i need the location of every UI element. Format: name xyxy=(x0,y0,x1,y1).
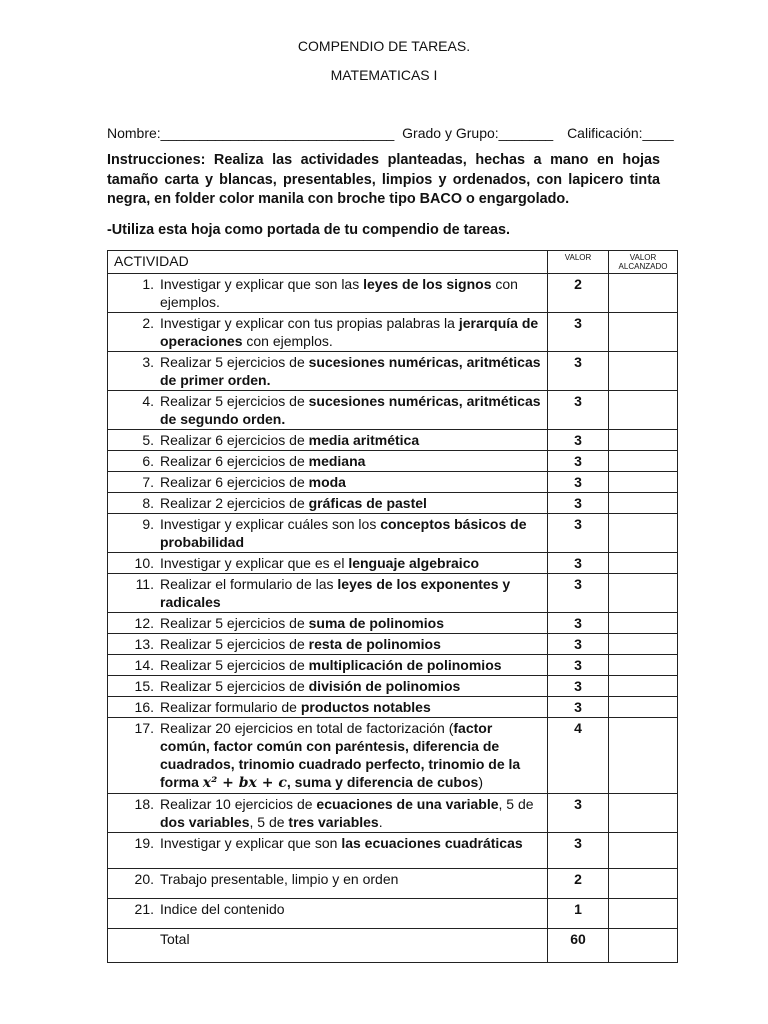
activity-value: 3 xyxy=(548,655,609,676)
activity-text-part: , 5 de xyxy=(249,814,289,830)
activity-value: 3 xyxy=(548,613,609,634)
activity-number: 4. xyxy=(142,393,154,409)
activity-text-part: Investigar y explicar que es el xyxy=(160,555,349,571)
total-value: 60 xyxy=(548,929,609,963)
activity-text-part: jerarquía de operaciones xyxy=(160,315,539,349)
activity-text-part: Realizar formulario de xyxy=(160,699,301,715)
activity-description xyxy=(108,718,548,794)
activity-text-part: Realizar 20 ejercicios en total de factorización ( xyxy=(160,720,454,736)
achieved-value-cell xyxy=(609,899,678,929)
header-valor: VALOR xyxy=(548,251,609,274)
total-label-text: Total xyxy=(160,931,190,947)
activity-text-part: Realizar 5 ejercicios de xyxy=(160,678,309,694)
activity-text-part: Realizar 10 ejercicios de xyxy=(160,796,317,812)
activity-text-part: leyes de los exponentes y radicales xyxy=(160,576,511,610)
activity-text-part: Investigar y explicar cuáles son los xyxy=(160,516,381,532)
activity-text-part: sucesiones numéricas, aritméticas de segundo orden. xyxy=(160,393,541,427)
activity-text-part: Realizar 5 ejercicios de xyxy=(160,393,309,409)
activity-description xyxy=(108,655,548,676)
activity-text-part: ecuaciones de una variable xyxy=(316,796,499,812)
activity-description xyxy=(108,794,548,833)
activity-text-part: Realizar 5 ejercicios de xyxy=(160,354,309,370)
table-row xyxy=(108,472,678,493)
activity-description xyxy=(108,352,548,391)
activity-value: 4 xyxy=(548,718,609,794)
activity-value: 3 xyxy=(548,514,609,553)
achieved-value-cell xyxy=(609,794,678,833)
activity-number: 15. xyxy=(134,678,154,694)
activity-text-part: Realizar 5 ejercicios de xyxy=(160,615,309,631)
activity-value: 3 xyxy=(548,676,609,697)
activity-text-part: x² + bx + c xyxy=(202,775,287,791)
activity-number: 16. xyxy=(134,699,154,715)
table-row xyxy=(108,514,678,553)
table-row xyxy=(108,869,678,899)
activity-number: 21. xyxy=(134,901,154,917)
total-row xyxy=(108,929,678,963)
activity-description xyxy=(108,676,548,697)
activity-text-part: división de polinomios xyxy=(308,678,461,694)
activity-number: 14. xyxy=(134,657,154,673)
activity-number: 6. xyxy=(142,453,154,469)
activity-value: 3 xyxy=(548,833,609,869)
table-row xyxy=(108,274,678,313)
activity-number: 10. xyxy=(134,555,154,571)
activity-description xyxy=(108,574,548,613)
activity-description xyxy=(108,899,548,929)
activity-text-part: dos variables xyxy=(160,814,250,830)
activity-text-part: tres variables xyxy=(288,814,379,830)
achieved-value-cell xyxy=(609,493,678,514)
activity-text-part: multiplicación de polinomios xyxy=(308,657,502,673)
achieved-value-cell xyxy=(609,574,678,613)
table-row xyxy=(108,352,678,391)
table-row xyxy=(108,794,678,833)
activity-description xyxy=(108,493,548,514)
activity-text-part: . xyxy=(378,814,383,830)
activity-description xyxy=(108,514,548,553)
activity-value: 3 xyxy=(548,794,609,833)
achieved-value-cell xyxy=(609,514,678,553)
activity-description xyxy=(108,274,548,313)
table-row xyxy=(108,493,678,514)
activity-text-part: Indice del contenido xyxy=(160,901,285,917)
activity-text-part: Realizar 5 ejercicios de xyxy=(160,657,309,673)
activity-value: 3 xyxy=(548,472,609,493)
activity-number: 3. xyxy=(142,354,154,370)
activity-number: 5. xyxy=(142,432,154,448)
activity-text-part: ) xyxy=(478,774,483,790)
activity-text-part: gráficas de pastel xyxy=(308,495,427,511)
activity-value: 3 xyxy=(548,313,609,352)
achieved-value-cell xyxy=(609,718,678,794)
achieved-value-cell xyxy=(609,869,678,899)
achieved-value-cell xyxy=(609,391,678,430)
activity-value: 1 xyxy=(548,899,609,929)
achieved-value-cell xyxy=(609,676,678,697)
achieved-value-cell xyxy=(609,634,678,655)
activity-number: 17. xyxy=(134,720,154,736)
activity-description xyxy=(108,634,548,655)
grado-grupo-field: Grado y Grupo:_______ xyxy=(402,125,554,141)
activity-text-part: Realizar 6 ejercicios de xyxy=(160,432,309,448)
activity-value: 3 xyxy=(548,574,609,613)
achieved-value-cell xyxy=(609,472,678,493)
activity-value: 3 xyxy=(548,391,609,430)
table-row xyxy=(108,718,678,794)
table-row xyxy=(108,574,678,613)
activity-value: 2 xyxy=(548,869,609,899)
activity-text-part: media aritmética xyxy=(308,432,420,448)
activity-number: 7. xyxy=(142,474,154,490)
activity-text-part: leyes de los signos xyxy=(363,276,492,292)
activity-text-part: mediana xyxy=(308,453,366,469)
table-row xyxy=(108,391,678,430)
achieved-value-cell xyxy=(609,613,678,634)
table-row xyxy=(108,451,678,472)
achieved-value-cell xyxy=(609,313,678,352)
achieved-value-cell xyxy=(609,274,678,313)
calificacion-field: Calificación:____ xyxy=(567,125,674,141)
activity-value: 3 xyxy=(548,697,609,718)
total-label xyxy=(108,929,548,963)
activity-value: 3 xyxy=(548,553,609,574)
table-row xyxy=(108,676,678,697)
activity-description xyxy=(108,472,548,493)
table-row xyxy=(108,833,678,869)
activity-description xyxy=(108,833,548,869)
table-row xyxy=(108,697,678,718)
table-row xyxy=(108,634,678,655)
cover-note: -Utiliza esta hoja como portada de tu compendio de tareas. xyxy=(107,222,511,238)
activity-number: 18. xyxy=(134,796,154,812)
achieved-value-cell xyxy=(609,553,678,574)
activity-value: 3 xyxy=(548,430,609,451)
activity-text-part: Realizar 6 ejercicios de xyxy=(160,453,309,469)
activity-text-part: Investigar y explicar que son xyxy=(160,835,342,851)
activity-number: 20. xyxy=(134,871,154,887)
activity-text-part: resta de polinomios xyxy=(308,636,441,652)
activity-number: 8. xyxy=(142,495,154,511)
activity-number: 2. xyxy=(142,315,154,331)
document-subtitle: MATEMATICAS I xyxy=(330,67,438,83)
activity-value: 3 xyxy=(548,352,609,391)
table-row xyxy=(108,313,678,352)
activity-text-part: Investigar y explicar con tus propias palabras la xyxy=(160,315,459,331)
activity-description xyxy=(108,697,548,718)
achieved-value-cell xyxy=(609,655,678,676)
activity-text-part: sucesiones numéricas, aritméticas de primer orden. xyxy=(160,354,541,388)
header-valor-alcanzado: VALOR ALCANZADO xyxy=(609,251,678,274)
activity-text-part: Trabajo presentable, limpio y en orden xyxy=(160,871,399,887)
header-actividad: ACTIVIDAD xyxy=(108,251,548,274)
activity-text-part: , suma y diferencia de cubos xyxy=(286,774,479,790)
activity-text-part: productos notables xyxy=(300,699,431,715)
activity-text-part: conceptos básicos de probabilidad xyxy=(160,516,527,550)
activity-description xyxy=(108,613,548,634)
activity-value: 3 xyxy=(548,493,609,514)
table-row xyxy=(108,899,678,929)
activity-description xyxy=(108,313,548,352)
table-row xyxy=(108,655,678,676)
activity-value: 3 xyxy=(548,634,609,655)
activity-description xyxy=(108,869,548,899)
activity-text-part: suma de polinomios xyxy=(308,615,444,631)
activity-text-part: Realizar 6 ejercicios de xyxy=(160,474,309,490)
achieved-value-cell xyxy=(609,430,678,451)
activity-text-part: lenguaje algebraico xyxy=(348,555,480,571)
activity-description xyxy=(108,430,548,451)
activity-description xyxy=(108,391,548,430)
activity-number: 11. xyxy=(135,576,154,592)
activity-text-part: Realizar 2 ejercicios de xyxy=(160,495,309,511)
activity-number: 12. xyxy=(134,615,154,631)
achieved-value-cell xyxy=(609,697,678,718)
activity-description xyxy=(108,451,548,472)
table-row xyxy=(108,430,678,451)
student-fields xyxy=(107,125,674,141)
achieved-value-cell xyxy=(609,451,678,472)
activity-description xyxy=(108,553,548,574)
activity-number: 1. xyxy=(142,276,154,292)
activity-text-part: factor común, factor común con paréntesis, diferencia de cuadrados, trinomio cuadrado perfecto, trinomio de la forma xyxy=(160,720,521,790)
table-row xyxy=(108,553,678,574)
activity-text-part: Realizar 5 ejercicios de xyxy=(160,636,309,652)
activity-value: 3 xyxy=(548,451,609,472)
activity-number: 19. xyxy=(134,835,154,851)
activity-text-part: Realizar el formulario de las xyxy=(160,576,338,592)
activity-number: 9. xyxy=(142,516,154,532)
document-title: COMPENDIO DE TAREAS. xyxy=(297,38,471,54)
nombre-field: Nombre:______________________________ xyxy=(107,125,395,141)
activity-text-part: Investigar y explicar que son las xyxy=(160,276,364,292)
activity-value: 2 xyxy=(548,274,609,313)
activity-number: 13. xyxy=(134,636,154,652)
activity-text-part: con ejemplos. xyxy=(242,333,333,349)
table-row xyxy=(108,613,678,634)
activity-text-part: con ejemplos. xyxy=(160,276,518,310)
activities-table xyxy=(107,250,678,963)
table-header-row xyxy=(108,251,678,274)
activity-text-part: las ecuaciones cuadráticas xyxy=(341,835,523,851)
activity-text-part: , 5 de xyxy=(498,796,534,812)
achieved-value-cell xyxy=(609,352,678,391)
total-achieved-cell xyxy=(609,929,678,963)
achieved-value-cell xyxy=(609,833,678,869)
instructions-text: Instrucciones: Realiza las actividades planteadas, hechas a mano en hojas tamaño carta y blancas, presentables, limpios y ordenados, con lapicero tinta negra, en folder color manila con broche tipo BACO o engargolado. xyxy=(107,152,660,207)
activity-text-part: moda xyxy=(308,474,346,490)
